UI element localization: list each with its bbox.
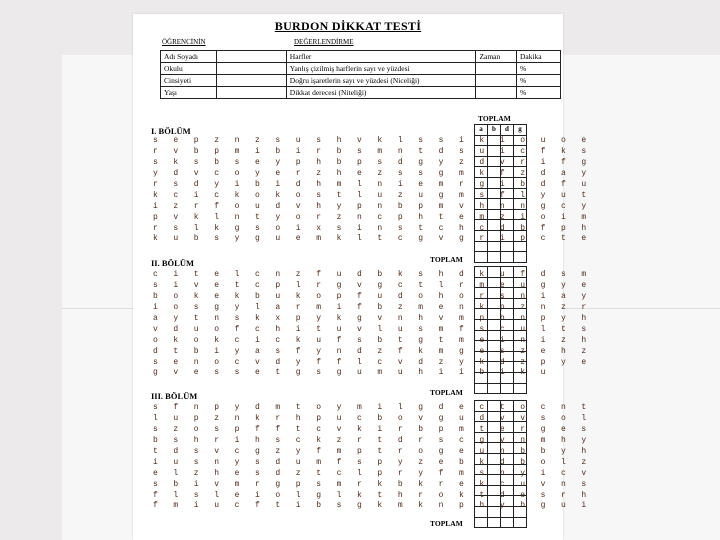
score-column-label: g — [514, 125, 527, 136]
score-cell[interactable] — [501, 156, 514, 167]
score-row — [475, 496, 527, 507]
score-cell[interactable] — [501, 252, 514, 263]
score-cell[interactable] — [514, 496, 527, 507]
score-cell[interactable] — [514, 517, 527, 528]
info-measure-value: Zaman — [476, 51, 517, 63]
score-cell[interactable] — [475, 252, 488, 263]
info-field-label: Yaşı — [161, 87, 217, 99]
score-grid-3 — [474, 400, 527, 528]
score-cell[interactable] — [475, 241, 488, 252]
info-measure-label: Yanlış çizilmiş harflerin sayı ve yüzdesi — [286, 63, 476, 75]
score-cell[interactable] — [514, 188, 527, 199]
info-measure-unit: Dakika — [516, 51, 560, 63]
score-cell[interactable] — [475, 167, 488, 178]
score-cell[interactable] — [475, 351, 488, 362]
letter-sequence[interactable]: o k o k c i c k u f s b t g t m e i n i z h — [153, 335, 592, 345]
score-row — [475, 330, 527, 341]
score-cell[interactable] — [514, 241, 527, 252]
letter-sequence[interactable]: c i t e l c n z f u d b k s h d k u f d s m — [153, 270, 592, 280]
score-cell[interactable] — [488, 188, 501, 199]
letter-sequence[interactable]: v d u o f c h i t u v l u s m f s c u l t s — [153, 324, 592, 334]
score-cell[interactable] — [514, 362, 527, 373]
score-row — [475, 309, 527, 320]
score-row — [475, 167, 527, 178]
info-measure-label: Doğru işaretlerin sayı ve yüzdesi (Niceliği) — [286, 75, 476, 87]
score-row — [475, 351, 527, 362]
score-row — [475, 230, 527, 241]
score-row — [475, 267, 527, 278]
score-cell[interactable] — [514, 252, 527, 263]
score-cell[interactable] — [488, 383, 501, 394]
score-cell[interactable] — [488, 330, 501, 341]
score-cell[interactable] — [501, 475, 514, 486]
score-cell[interactable] — [501, 135, 514, 146]
score-column-label: b — [488, 125, 501, 136]
score-cell[interactable] — [488, 135, 501, 146]
score-cell[interactable] — [475, 298, 488, 309]
score-cell[interactable] — [488, 372, 501, 383]
score-cell[interactable] — [488, 351, 501, 362]
section-2-title: II. BÖLÜM — [151, 258, 194, 268]
score-grid-1 — [474, 124, 527, 263]
score-row — [475, 475, 527, 486]
score-cell[interactable] — [501, 341, 514, 352]
letter-sequence[interactable]: s f n p y d m t o y m i l g d e c t o c n t — [153, 403, 592, 413]
score-cell[interactable] — [514, 351, 527, 362]
score-cell[interactable] — [501, 422, 514, 433]
info-field-value[interactable] — [217, 75, 287, 87]
letter-sequence[interactable]: r s l k g s o i x s i n s t c h c d b f p h — [153, 223, 592, 233]
score-row — [475, 156, 527, 167]
score-cell[interactable] — [514, 230, 527, 241]
score-cell[interactable] — [475, 517, 488, 528]
score-cell[interactable] — [475, 453, 488, 464]
score-cell[interactable] — [501, 506, 514, 517]
info-measure-label: Harfler — [286, 51, 476, 63]
score-cell[interactable] — [488, 167, 501, 178]
score-cell[interactable] — [475, 177, 488, 188]
letter-sequence[interactable]: t d s v c g z y f m p t r o g e u n b b y h — [153, 447, 592, 456]
score-row — [475, 443, 527, 454]
form-title: BURDON DİKKAT TESTİ — [274, 19, 422, 33]
section-2-total-label: TOPLAM — [430, 388, 463, 397]
score-row — [475, 485, 527, 496]
info-row — [161, 75, 561, 87]
letter-sequence[interactable]: b o k e k b u k o p f u d o h o r s n i a y — [153, 292, 592, 302]
score-cell[interactable] — [501, 209, 514, 220]
score-cell[interactable] — [488, 277, 501, 288]
section-1-total-label: TOPLAM — [430, 255, 463, 264]
letter-sequence[interactable]: l u p z n k r h p u c b o v g u d v v s o l — [153, 414, 592, 424]
info-field-label: Cinsiyeti — [161, 75, 217, 87]
letter-sequence[interactable]: f m i u c f t i b s g k m k n p h y b g u i — [153, 501, 592, 511]
letter-sequence[interactable]: s z o s p f f t c v k i r b p m t e r g e s — [153, 425, 592, 435]
score-cell[interactable] — [501, 188, 514, 199]
score-cell[interactable] — [514, 199, 527, 210]
score-cell[interactable] — [514, 475, 527, 486]
score-column-label: d — [501, 125, 514, 136]
score-cell[interactable] — [488, 220, 501, 231]
score-row — [475, 383, 527, 394]
letter-sequence[interactable]: i o s g y l a r m i f b z m e n k p z n z r — [153, 303, 592, 313]
letter-sequence[interactable]: f l s l e i o l g l k t h r o k t d e s r h — [153, 490, 592, 500]
score-cell[interactable] — [488, 298, 501, 309]
score-cell[interactable] — [488, 401, 501, 412]
score-cell[interactable] — [501, 288, 514, 299]
letter-sequence[interactable]: s e n o c v d y f f l c v d z y k d z p y e — [153, 357, 592, 367]
score-cell[interactable] — [488, 464, 501, 475]
score-cell[interactable] — [488, 156, 501, 167]
score-cell[interactable] — [475, 341, 488, 352]
score-cell[interactable] — [501, 319, 514, 330]
info-row — [161, 87, 561, 99]
letter-sequence[interactable]: k u b s y g u e m k l t c g v g r i p c t e — [153, 234, 592, 244]
score-cell[interactable] — [501, 453, 514, 464]
score-cell[interactable] — [514, 422, 527, 433]
score-row — [475, 411, 527, 422]
score-cell[interactable] — [488, 309, 501, 320]
score-total-header: TOPLAM — [478, 114, 511, 123]
score-cell[interactable] — [514, 411, 527, 422]
score-cell[interactable] — [501, 517, 514, 528]
score-cell[interactable] — [514, 167, 527, 178]
score-cell[interactable] — [475, 288, 488, 299]
letter-sequence[interactable]: s k s b s e y p h b p s d g y z d v r i f g — [153, 158, 592, 168]
info-measure-unit: % — [516, 63, 560, 75]
score-cell[interactable] — [514, 453, 527, 464]
test-form-page — [133, 14, 592, 540]
score-cell[interactable] — [514, 288, 527, 299]
info-measure-value — [476, 63, 517, 75]
score-row — [475, 241, 527, 252]
score-cell[interactable] — [501, 362, 514, 373]
score-cell[interactable] — [501, 146, 514, 157]
score-cell[interactable] — [514, 267, 527, 278]
score-cell[interactable] — [475, 383, 488, 394]
score-cell[interactable] — [501, 432, 514, 443]
info-field-value[interactable] — [217, 87, 287, 99]
score-cell[interactable] — [488, 485, 501, 496]
score-cell[interactable] — [475, 156, 488, 167]
score-cell[interactable] — [475, 220, 488, 231]
info-measure-value — [476, 75, 517, 87]
score-cell[interactable] — [514, 401, 527, 412]
score-cell[interactable] — [514, 506, 527, 517]
score-cell[interactable] — [514, 372, 527, 383]
score-cell[interactable] — [475, 146, 488, 157]
info-row — [161, 63, 561, 75]
info-measure-unit: % — [516, 75, 560, 87]
letter-sequence[interactable]: i z r f o u d v h y p n b p m v h n n g c y — [153, 201, 592, 211]
score-cell[interactable] — [488, 422, 501, 433]
score-cell[interactable] — [514, 146, 527, 157]
score-cell[interactable] — [488, 241, 501, 252]
score-cell[interactable] — [488, 319, 501, 330]
score-cell[interactable] — [501, 496, 514, 507]
score-cell[interactable] — [475, 464, 488, 475]
score-cell[interactable] — [514, 298, 527, 309]
score-cell[interactable] — [514, 319, 527, 330]
score-cell[interactable] — [501, 383, 514, 394]
score-cell[interactable] — [475, 422, 488, 433]
score-cell[interactable] — [501, 277, 514, 288]
score-cell[interactable] — [514, 383, 527, 394]
score-cell[interactable] — [501, 199, 514, 210]
score-cell[interactable] — [501, 298, 514, 309]
score-cell[interactable] — [488, 252, 501, 263]
score-cell[interactable] — [501, 443, 514, 454]
score-cell[interactable] — [501, 167, 514, 178]
score-row — [475, 209, 527, 220]
letter-sequence[interactable]: r v b p m i b i r b s m n t d s u i c f k s — [153, 147, 592, 157]
score-cell[interactable] — [475, 309, 488, 320]
score-cell[interactable] — [488, 199, 501, 210]
score-row — [475, 464, 527, 475]
score-cell[interactable] — [501, 177, 514, 188]
score-cell[interactable] — [488, 146, 501, 157]
score-row — [475, 188, 527, 199]
score-row — [475, 177, 527, 188]
score-cell[interactable] — [501, 241, 514, 252]
score-cell[interactable] — [514, 220, 527, 231]
score-cell[interactable] — [488, 496, 501, 507]
score-cell[interactable] — [488, 411, 501, 422]
score-cell[interactable] — [475, 330, 488, 341]
info-row — [161, 51, 561, 63]
score-cell[interactable] — [501, 230, 514, 241]
score-row — [475, 341, 527, 352]
score-cell[interactable] — [514, 309, 527, 320]
info-table — [160, 50, 561, 99]
score-cell[interactable] — [475, 401, 488, 412]
score-cell[interactable] — [475, 277, 488, 288]
score-row — [475, 506, 527, 517]
score-cell[interactable] — [475, 199, 488, 210]
score-row — [475, 288, 527, 299]
score-cell[interactable] — [488, 475, 501, 486]
score-cell[interactable] — [475, 209, 488, 220]
score-cell[interactable] — [488, 362, 501, 373]
score-row — [475, 401, 527, 412]
letter-sequence[interactable]: d t b i y a s f y n d z f k m g e s z e h z — [153, 346, 592, 356]
score-cell[interactable] — [488, 506, 501, 517]
letter-sequence[interactable]: g v e s s e t g s g u m u h i i b i k u — [153, 368, 551, 378]
info-measure-unit: % — [516, 87, 560, 99]
score-row — [475, 517, 527, 528]
score-cell[interactable] — [501, 485, 514, 496]
score-cell[interactable] — [501, 351, 514, 362]
score-row — [475, 319, 527, 330]
letter-sequence[interactable]: s b i v m r g p s m r k b k r e k c u v n s — [153, 479, 592, 489]
score-cell[interactable] — [488, 517, 501, 528]
score-cell[interactable] — [501, 267, 514, 278]
score-row — [475, 372, 527, 383]
score-row — [475, 362, 527, 373]
score-cell[interactable] — [514, 432, 527, 443]
score-row — [475, 220, 527, 231]
score-cell[interactable] — [501, 330, 514, 341]
letter-sequence[interactable]: a y t n s k x p y k g v n h v m p b n p y h — [153, 314, 592, 323]
score-row — [475, 146, 527, 157]
score-column-label: a — [475, 125, 488, 136]
score-cell[interactable] — [501, 220, 514, 231]
score-cell[interactable] — [501, 372, 514, 383]
score-cell[interactable] — [488, 267, 501, 278]
section-1-title: I. BÖLÜM — [151, 126, 191, 136]
score-cell[interactable] — [475, 432, 488, 443]
info-field-label: Adı Soyadı — [161, 51, 217, 63]
score-row — [475, 199, 527, 210]
info-measure-value — [476, 87, 517, 99]
score-cell[interactable] — [488, 230, 501, 241]
letter-sequence[interactable]: e l z h e s d z t c l p r y f m s n y i c v — [153, 468, 592, 478]
score-cell[interactable] — [501, 401, 514, 412]
letter-sequence[interactable]: i u s n y s d u m f s p y z e b k d b o l z — [153, 457, 592, 467]
letter-sequence[interactable]: s e p z n z s u s h v k l s s i k i o u o e — [153, 136, 592, 146]
score-cell[interactable] — [475, 188, 488, 199]
score-cell[interactable] — [514, 277, 527, 288]
score-cell[interactable] — [488, 177, 501, 188]
score-cell[interactable] — [475, 443, 488, 454]
evaluation-header: DEĞERLENDİRME — [294, 38, 354, 46]
letter-sequence[interactable]: k c i c k o k o s t l u z u g m s f l y u t — [153, 190, 592, 200]
score-row — [475, 277, 527, 288]
info-measure-label: Dikkat derecesi (Niteliği) — [286, 87, 476, 99]
letter-sequence[interactable]: b s h r i h s c k z r t d r s c g v n m h y — [153, 436, 592, 446]
info-field-value[interactable] — [217, 51, 287, 63]
score-cell[interactable] — [475, 506, 488, 517]
student-header: ÖĞRENCİNİN — [162, 38, 206, 46]
letter-sequence[interactable]: p v k l n t y o r z n c p h t e m z i o i m — [153, 212, 592, 222]
score-header-row — [475, 125, 527, 136]
info-field-label: Okulu — [161, 63, 217, 75]
score-cell[interactable] — [475, 267, 488, 278]
score-cell[interactable] — [514, 341, 527, 352]
score-cell[interactable] — [514, 209, 527, 220]
score-grid-2 — [474, 266, 527, 394]
score-row — [475, 453, 527, 464]
score-cell[interactable] — [475, 319, 488, 330]
score-cell[interactable] — [488, 432, 501, 443]
score-cell[interactable] — [514, 330, 527, 341]
score-row — [475, 135, 527, 146]
score-cell[interactable] — [514, 464, 527, 475]
score-cell[interactable] — [488, 453, 501, 464]
score-cell[interactable] — [501, 411, 514, 422]
score-cell[interactable] — [501, 464, 514, 475]
score-cell[interactable] — [475, 230, 488, 241]
score-row — [475, 298, 527, 309]
score-row — [475, 432, 527, 443]
score-cell[interactable] — [475, 496, 488, 507]
score-cell[interactable] — [475, 372, 488, 383]
section-3-total-label: TOPLAM — [430, 519, 463, 528]
info-field-value[interactable] — [217, 63, 287, 75]
score-cell[interactable] — [475, 362, 488, 373]
score-cell[interactable] — [488, 288, 501, 299]
score-cell[interactable] — [488, 443, 501, 454]
score-row — [475, 252, 527, 263]
score-cell[interactable] — [475, 135, 488, 146]
score-cell[interactable] — [488, 209, 501, 220]
score-cell[interactable] — [514, 485, 527, 496]
score-cell[interactable] — [501, 309, 514, 320]
letter-sequence[interactable]: y d v c o y e r z h e z s s g m k f z d a y — [153, 169, 592, 179]
score-cell[interactable] — [488, 341, 501, 352]
score-cell[interactable] — [514, 156, 527, 167]
letter-sequence[interactable]: r s d y i b i d h m l n i e m r g i b d f u — [153, 180, 592, 189]
score-cell[interactable] — [475, 411, 488, 422]
score-cell[interactable] — [475, 475, 488, 486]
score-row — [475, 422, 527, 433]
letter-sequence[interactable]: s i v e t c p l r g v g c t l r m e u g y e — [153, 281, 592, 291]
score-cell[interactable] — [514, 135, 527, 146]
score-cell[interactable] — [514, 443, 527, 454]
score-cell[interactable] — [475, 485, 488, 496]
section-3-title: III. BÖLÜM — [151, 391, 198, 401]
score-cell[interactable] — [514, 177, 527, 188]
